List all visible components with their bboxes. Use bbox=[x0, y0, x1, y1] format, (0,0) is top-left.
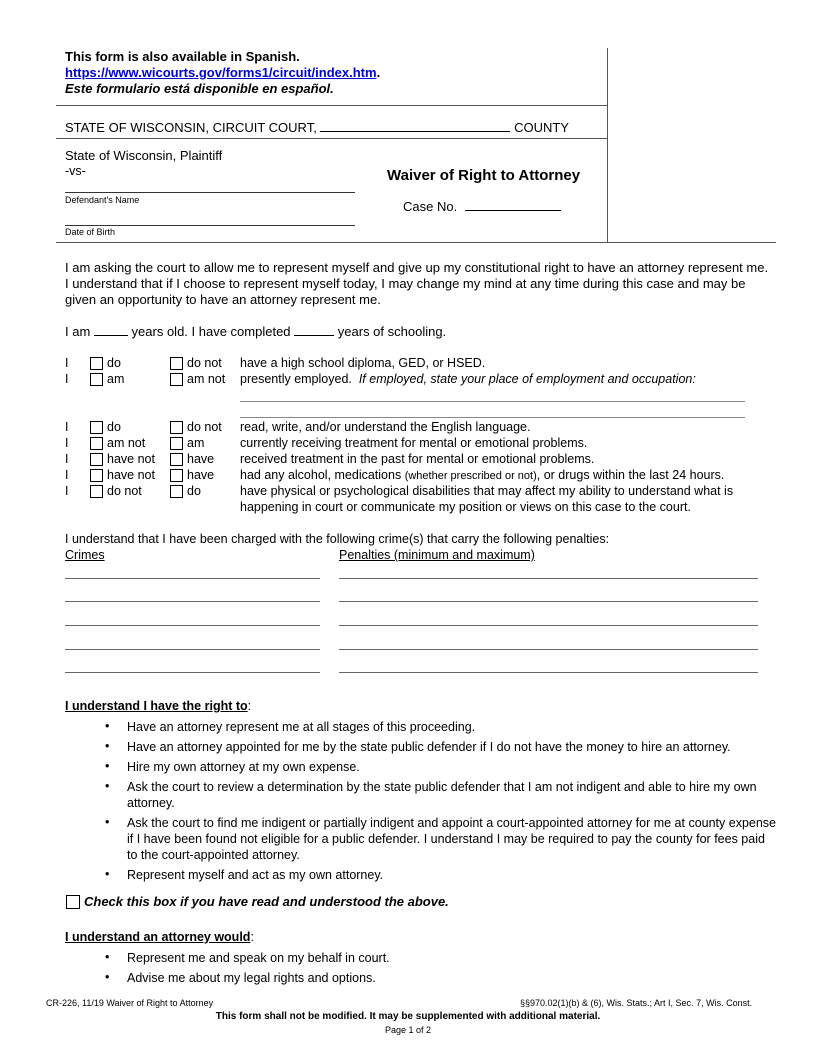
checkbox[interactable] bbox=[90, 373, 103, 386]
crime-field[interactable] bbox=[65, 601, 320, 602]
intro-paragraph: I am asking the court to allow me to represent myself and give up my constitutional right to have an attorney represent me. I understand that if I choose to represent myself today, I may change my mind at any time during this case and may be given an opportunity to have an attorney represent me. bbox=[65, 260, 769, 307]
form-id: CR-226, 11/19 Waiver of Right to Attorney bbox=[46, 998, 214, 1008]
checkbox[interactable] bbox=[170, 437, 183, 450]
crime-field[interactable] bbox=[65, 672, 320, 673]
penalty-field[interactable] bbox=[339, 578, 758, 579]
rights-heading: I understand I have the right to: bbox=[65, 699, 252, 713]
penalty-field[interactable] bbox=[339, 601, 758, 602]
age-field[interactable] bbox=[94, 335, 128, 336]
checkbox[interactable] bbox=[90, 357, 103, 370]
checkbox[interactable] bbox=[170, 485, 183, 498]
defendant-name-field[interactable] bbox=[65, 192, 355, 193]
crimes-header: Crimes bbox=[65, 548, 105, 562]
vs-label: -vs- bbox=[65, 164, 86, 178]
age-line: I am years old. I have completed years of schooling. bbox=[65, 324, 447, 339]
modification-notice: This form shall not be modified. It may be supplemented with additional material. bbox=[215, 1011, 601, 1022]
date-of-birth-field[interactable] bbox=[65, 225, 355, 226]
checkbox[interactable] bbox=[170, 357, 183, 370]
header-rule-2 bbox=[56, 138, 607, 139]
checkbox[interactable] bbox=[170, 453, 183, 466]
court-line: STATE OF WISCONSIN, CIRCUIT COURT, COUNTY bbox=[65, 120, 569, 135]
penalty-field[interactable] bbox=[339, 649, 758, 650]
crime-field[interactable] bbox=[65, 625, 320, 626]
forms-link[interactable]: https://www.wicourts.gov/forms1/circuit/index.htm bbox=[65, 65, 377, 80]
penalty-field[interactable] bbox=[339, 625, 758, 626]
date-of-birth-label: Date of Birth bbox=[65, 227, 116, 237]
checkbox[interactable] bbox=[170, 469, 183, 482]
caption-bottom-rule bbox=[56, 242, 776, 243]
form-title: Waiver of Right to Attorney bbox=[387, 167, 581, 184]
page-number: Page 1 of 2 bbox=[384, 1025, 432, 1035]
spanish-text: Este formulario está disponible en español. bbox=[65, 81, 334, 96]
checkbox[interactable] bbox=[90, 421, 103, 434]
checkbox[interactable] bbox=[170, 373, 183, 386]
penalties-header: Penalties (minimum and maximum) bbox=[339, 548, 535, 562]
attorney-heading: I understand an attorney would: bbox=[65, 930, 254, 944]
crime-field[interactable] bbox=[65, 649, 320, 650]
defendant-name-label: Defendant's Name bbox=[65, 195, 140, 205]
checkbox[interactable] bbox=[90, 485, 103, 498]
checkbox[interactable] bbox=[170, 421, 183, 434]
penalty-field[interactable] bbox=[339, 672, 758, 673]
caption-divider-vertical bbox=[607, 48, 608, 242]
schooling-years-field[interactable] bbox=[294, 335, 334, 336]
crime-field[interactable] bbox=[65, 578, 320, 579]
read-understood-checkbox[interactable] bbox=[66, 895, 80, 909]
employment-field-2[interactable] bbox=[240, 417, 745, 418]
plaintiff-label: State of Wisconsin, Plaintiff bbox=[65, 148, 223, 163]
forms-link-line: https://www.wicourts.gov/forms1/circuit/index.htm. bbox=[65, 65, 381, 80]
employment-note: If employed, state your place of employment and occupation: bbox=[358, 372, 696, 386]
read-understood-label: Check this box if you have read and understood the above. bbox=[84, 894, 449, 909]
spanish-notice: This form is also available in Spanish. bbox=[65, 49, 300, 64]
statute-reference: §§970.02(1)(b) & (6), Wis. Stats.; Art I, Sec. 7, Wis. Const. bbox=[520, 998, 753, 1008]
checkbox[interactable] bbox=[90, 469, 103, 482]
checkbox[interactable] bbox=[90, 453, 103, 466]
employment-field-1[interactable] bbox=[240, 401, 745, 402]
county-field[interactable] bbox=[320, 131, 510, 132]
checkbox[interactable] bbox=[90, 437, 103, 450]
case-no-field[interactable] bbox=[465, 210, 561, 211]
case-no-line: Case No. bbox=[403, 199, 561, 214]
header-rule-1 bbox=[56, 105, 607, 106]
charges-intro: I understand that I have been charged with the following crime(s) that carry the following penalties: bbox=[65, 532, 610, 546]
